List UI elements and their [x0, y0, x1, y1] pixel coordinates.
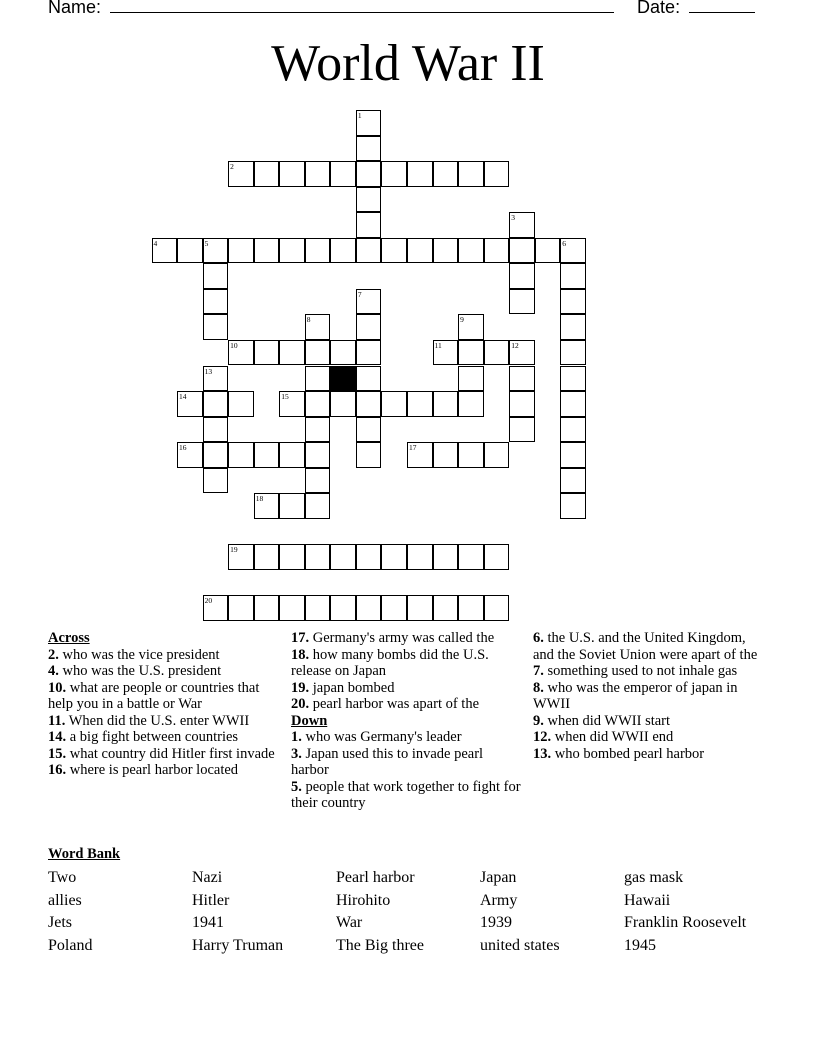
clue-item: 15. what country did Hitler first invade — [48, 745, 275, 762]
grid-cell[interactable] — [305, 544, 331, 570]
clue-item: 1. who was Germany's leader — [291, 729, 462, 745]
grid-cell[interactable] — [458, 595, 484, 621]
cell-number: 1 — [357, 111, 362, 120]
grid-cell[interactable] — [177, 391, 203, 417]
word-bank-item: Poland — [48, 936, 93, 954]
date-label: Date: — [637, 0, 681, 17]
grid-cell[interactable] — [433, 340, 459, 366]
word-bank-item: united states — [480, 936, 560, 954]
page-title: World War II — [271, 35, 545, 92]
grid-cell[interactable] — [381, 238, 407, 264]
word-bank-title: Word Bank — [48, 846, 121, 862]
grid-cell[interactable] — [356, 289, 382, 315]
grid-cell[interactable] — [458, 161, 484, 187]
grid-cell[interactable] — [509, 417, 535, 443]
grid-cell[interactable] — [560, 366, 586, 392]
across-clues-column-1 — [48, 630, 278, 779]
cell-number: 3 — [511, 213, 515, 223]
cell-number: 13 — [204, 366, 213, 376]
grid-cell[interactable] — [407, 161, 433, 187]
grid-cell[interactable] — [254, 442, 280, 468]
grid-cell[interactable] — [177, 238, 203, 264]
grid-cell[interactable] — [484, 238, 510, 264]
grid-cell[interactable] — [228, 595, 254, 621]
clue-item: 3. Japan used this to invade pearl harbor — [291, 745, 484, 778]
grid-cell[interactable] — [203, 468, 229, 494]
grid-cell[interactable] — [356, 417, 382, 443]
grid-cell[interactable] — [509, 289, 535, 315]
grid-cell[interactable] — [254, 340, 280, 366]
grid-cell[interactable] — [356, 544, 382, 570]
down-heading: Down — [291, 712, 328, 729]
grid-cell[interactable] — [330, 161, 356, 187]
grid-cell[interactable] — [356, 442, 382, 468]
grid-cell[interactable] — [305, 161, 331, 187]
word-bank-item: Hirohito — [336, 891, 391, 909]
grid-cell[interactable] — [356, 366, 382, 392]
word-bank-item: Jets — [48, 914, 72, 932]
grid-cell[interactable] — [203, 238, 229, 264]
grid-cell[interactable] — [279, 340, 305, 366]
grid-cell[interactable] — [407, 595, 433, 621]
clue-item: 14. a big fight between countries — [48, 729, 239, 745]
word-bank-item: Pearl harbor — [336, 869, 415, 886]
grid-cell[interactable] — [509, 391, 535, 417]
word-bank-item: Hawaii — [624, 891, 671, 909]
clue-item: 9. when did WWII start — [533, 712, 671, 729]
cell-number: 5 — [204, 238, 209, 248]
word-bank-item: Army — [480, 891, 518, 909]
grid-cell[interactable] — [228, 391, 254, 417]
grid-cell[interactable] — [254, 161, 280, 187]
clue-item: 8. who was the emperor of japan in WWII — [533, 679, 738, 712]
grid-cell[interactable] — [228, 238, 254, 264]
grid-cell[interactable] — [433, 544, 459, 570]
grid-cell[interactable] — [433, 391, 459, 417]
across-heading: Across — [48, 630, 90, 646]
grid-cell[interactable] — [560, 442, 586, 468]
grid-cell[interactable] — [228, 161, 254, 187]
grid-cell[interactable] — [228, 442, 254, 468]
cell-number: 14 — [179, 392, 187, 402]
grid-cell[interactable] — [356, 161, 382, 187]
grid-cell[interactable] — [203, 442, 229, 468]
grid-cell[interactable] — [279, 442, 305, 468]
grid-cell[interactable] — [560, 314, 586, 340]
word-bank-item: Nazi — [192, 869, 223, 886]
cell-number: 10 — [230, 340, 238, 350]
grid-cell[interactable] — [305, 493, 331, 519]
clue-item: 10. what are people or countries that help you in a battle or War — [48, 679, 260, 712]
grid-cell[interactable] — [381, 595, 407, 621]
grid-cell[interactable] — [177, 442, 203, 468]
grid-cell[interactable] — [254, 595, 280, 621]
cell-number: 15 — [281, 392, 289, 402]
grid-cell[interactable] — [279, 595, 305, 621]
word-bank-item: gas mask — [624, 869, 684, 886]
grid-cell[interactable] — [203, 263, 229, 289]
grid-cell[interactable] — [254, 493, 280, 519]
grid-cell[interactable] — [407, 391, 433, 417]
grid-cell[interactable] — [509, 263, 535, 289]
word-bank-item: War — [336, 914, 363, 932]
grid-cell[interactable] — [254, 238, 280, 264]
grid-cell[interactable] — [458, 238, 484, 264]
grid-cell[interactable] — [433, 238, 459, 264]
cell-number: 7 — [357, 289, 362, 299]
cell-number: 19 — [230, 545, 238, 555]
clue-item: 13. who bombed pearl harbor — [533, 745, 705, 762]
grid-cell[interactable] — [407, 238, 433, 264]
grid-cell[interactable] — [356, 187, 382, 213]
grid-cell[interactable] — [356, 110, 382, 136]
clue-item: 12. when did WWII end — [533, 729, 674, 745]
cell-number: 4 — [153, 238, 158, 248]
grid-cell[interactable] — [560, 238, 586, 264]
word-bank-item: Japan — [480, 869, 517, 886]
grid-cell[interactable] — [458, 314, 484, 340]
grid-cell[interactable] — [305, 238, 331, 264]
word-bank-item: 1939 — [480, 914, 512, 932]
grid-cell[interactable] — [330, 595, 356, 621]
grid-cell[interactable] — [433, 442, 459, 468]
black-square — [330, 366, 356, 392]
grid-cell[interactable] — [509, 340, 535, 366]
clue-item: 11. When did the U.S. enter WWII — [48, 712, 250, 729]
grid-cell[interactable] — [560, 468, 586, 494]
cell-number: 17 — [409, 443, 417, 453]
clues-column-2 — [291, 630, 521, 812]
grid-cell[interactable] — [560, 391, 586, 417]
grid-cell[interactable] — [560, 263, 586, 289]
grid-cell[interactable] — [560, 493, 586, 519]
word-bank-item: Hitler — [192, 891, 230, 909]
grid-cell[interactable] — [330, 238, 356, 264]
grid-cell[interactable] — [356, 136, 382, 162]
grid-cell[interactable] — [560, 289, 586, 315]
cell-number: 18 — [255, 494, 264, 504]
grid-cell[interactable] — [381, 391, 407, 417]
grid-cell[interactable] — [356, 595, 382, 621]
grid-cell[interactable] — [356, 314, 382, 340]
grid-cell[interactable] — [356, 340, 382, 366]
grid-cell[interactable] — [330, 340, 356, 366]
word-bank-item: Two — [48, 869, 77, 886]
cell-number: 9 — [460, 315, 464, 325]
clue-item: 5. people that work together to fight for their country — [291, 778, 521, 811]
grid-cell[interactable] — [203, 289, 229, 315]
grid-cell[interactable] — [330, 391, 356, 417]
grid-cell[interactable] — [305, 340, 331, 366]
grid-cell[interactable] — [433, 595, 459, 621]
grid-cell[interactable] — [305, 595, 331, 621]
clue-item: 7. something used to not inhale gas — [533, 663, 738, 679]
grid-cell[interactable] — [484, 161, 510, 187]
cell-number: 20 — [204, 596, 213, 606]
grid-cell[interactable] — [203, 417, 229, 443]
grid-cell[interactable] — [203, 595, 229, 621]
word-bank-item: 1945 — [624, 936, 656, 954]
grid-cell[interactable] — [484, 595, 510, 621]
grid-cell[interactable] — [330, 544, 356, 570]
grid-cell[interactable] — [433, 161, 459, 187]
clue-item: 16. where is pearl harbor located — [48, 762, 239, 778]
grid-cell[interactable] — [560, 417, 586, 443]
grid-cell[interactable] — [305, 391, 331, 417]
word-bank-item: The Big three — [336, 936, 424, 954]
clue-item: 2. who was the vice president — [48, 646, 220, 663]
grid-cell[interactable] — [356, 238, 382, 264]
grid-cell[interactable] — [279, 391, 305, 417]
grid-cell[interactable] — [535, 238, 561, 264]
clue-item: 19. japan bombed — [291, 679, 395, 696]
grid-cell[interactable] — [509, 366, 535, 392]
grid-cell[interactable] — [279, 544, 305, 570]
cell-number: 2 — [230, 162, 234, 172]
grid-cell[interactable] — [305, 442, 331, 468]
grid-cell[interactable] — [152, 238, 178, 264]
word-bank-item: Harry Truman — [192, 936, 284, 954]
clue-item: 4. who was the U.S. president — [48, 663, 222, 679]
grid-cell[interactable] — [407, 442, 433, 468]
grid-cell[interactable] — [228, 340, 254, 366]
grid-cell[interactable] — [356, 212, 382, 238]
cell-number: 16 — [179, 443, 187, 453]
name-label: Name: — [48, 0, 102, 17]
grid-cell[interactable] — [305, 468, 331, 494]
grid-cell[interactable] — [203, 366, 229, 392]
grid-cell[interactable] — [305, 366, 331, 392]
clue-item: 18. how many bombs did the U.S. release on Japan — [291, 646, 489, 679]
cell-number: 12 — [511, 340, 519, 350]
cell-number: 6 — [562, 238, 567, 248]
cell-number: 11 — [434, 340, 442, 350]
down-clues-column-3 — [533, 630, 763, 762]
grid-cell[interactable] — [458, 442, 484, 468]
grid-cell[interactable] — [279, 238, 305, 264]
clue-item: 20. pearl harbor was apart of the — [291, 696, 480, 712]
clue-item: 6. the U.S. and the United Kingdom, and the Soviet Union were apart of the — [533, 630, 758, 663]
grid-cell[interactable] — [509, 212, 535, 238]
grid-cell[interactable] — [458, 340, 484, 366]
grid-cell[interactable] — [407, 544, 433, 570]
grid-cell[interactable] — [484, 442, 510, 468]
cell-number: 8 — [306, 315, 311, 325]
grid-cell[interactable] — [279, 493, 305, 519]
grid-cell[interactable] — [484, 544, 510, 570]
word-bank-item: Franklin Roosevelt — [624, 914, 747, 932]
word-bank-item: allies — [48, 891, 82, 909]
grid-cell[interactable] — [254, 544, 280, 570]
grid-cell[interactable] — [560, 340, 586, 366]
grid-cell[interactable] — [305, 314, 331, 340]
grid-cell[interactable] — [279, 161, 305, 187]
grid-cell[interactable] — [509, 238, 535, 264]
grid-cell[interactable] — [458, 366, 484, 392]
grid-cell[interactable] — [203, 314, 229, 340]
grid-cell[interactable] — [458, 391, 484, 417]
word-bank-item: 1941 — [192, 914, 224, 932]
grid-cell[interactable] — [305, 417, 331, 443]
grid-cell[interactable] — [484, 340, 510, 366]
clue-item: 17. Germany's army was called the — [291, 630, 495, 646]
grid-cell[interactable] — [458, 544, 484, 570]
grid-cell[interactable] — [356, 391, 382, 417]
grid-cell[interactable] — [381, 161, 407, 187]
grid-cell[interactable] — [381, 544, 407, 570]
grid-cell[interactable] — [203, 391, 229, 417]
word-bank — [48, 868, 768, 958]
grid-cell[interactable] — [228, 544, 254, 570]
